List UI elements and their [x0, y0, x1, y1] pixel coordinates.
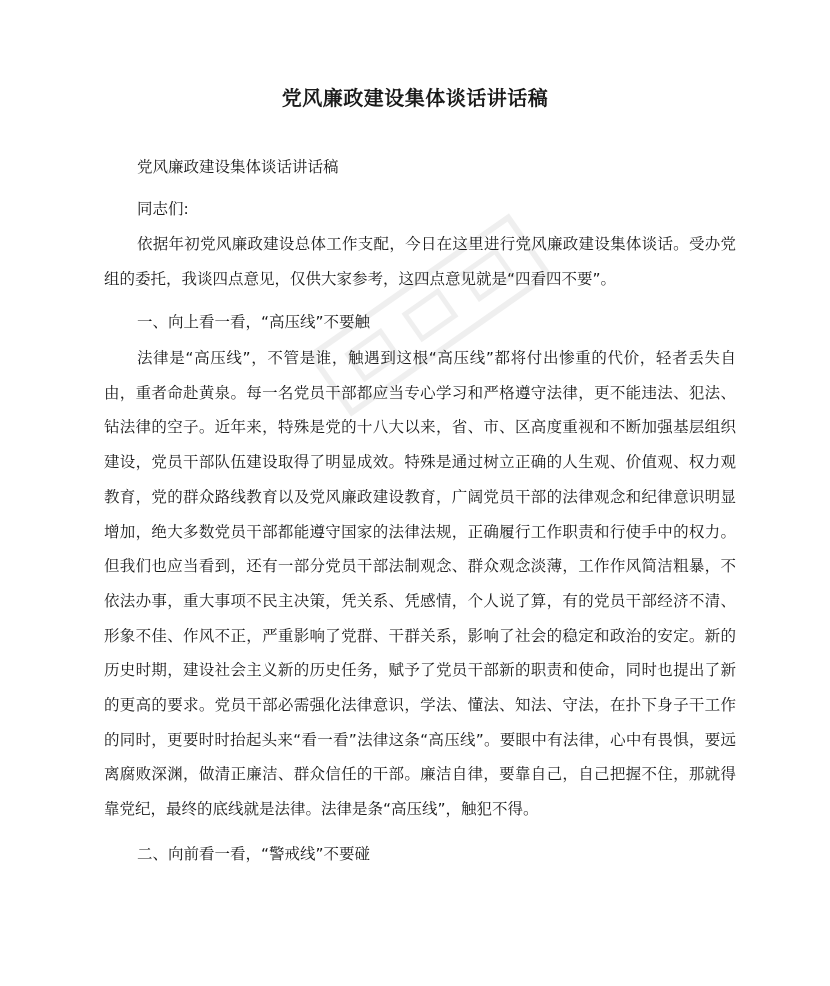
section-1-body: 法律是“高压线”，不管是谁，触遇到这根“高压线”都将付出惨重的代价，轻者丢失自由，重者命赴黄泉。每一名党员干部都应当专心学习和严格遵守法律，更不能违法、犯法、钻法律的空子。近年来，特殊是党的十八大以来，省、市、区高度重视和不断加强基层组织建设，党员干部队伍建设取得了明显成效。特殊是通过树立正确的人生观、价值观、权力观教育，党的群众路线教育以及党风廉政建设教育，广阔党员干部的法律观念和纪律意识明显增加，绝大多数党员干部都能遵守国家的法律法规，正确履行工作职责和行使手中的权力。但我们也应当看到，还有一部分党员干部法制观念、群众观念淡薄，工作作风简洁粗暴，不依法办事，重大事项不民主决策，凭关系、凭感情，个人说了算，有的党员干部经济不清、形象不佳、作风不正，严重影响了党群、干群关系，影响了社会的稳定和政治的安定。新的历史时期，建设社会主义新的历史任务，赋予了党员干部新的职责和使命，同时也提出了新的更高的要求。党员干部必需强化法律意识，学法、懂法、知法、守法，在扑下身子干工作的同时，更要时时抬起头来“看一看”法律这条“高压线”。要眼中有法律，心中有畏惧，要远离腐败深渊，做清正廉洁、群众信任的干部。廉洁自律，要靠自己，自己把握不住，那就得靠党纪，最终的底线就是法律。法律是条“高压线”，触犯不得。	[104, 349, 736, 819]
greeting: 同志们:	[137, 200, 189, 218]
intro-paragraph: 依据年初党风廉政建设总体工作支配，今日在这里进行党风廉政建设集体谈话。受办党组的委托，我谈四点意见，仅供大家参考，这四点意见就是“四看四不要”。	[104, 235, 736, 288]
section-2-heading: 二、向前看一看，“警戒线”不要碰	[137, 845, 371, 863]
document-subtitle: 党风廉政建设集体谈话讲话稿	[137, 158, 339, 176]
document-title: 党风廉政建设集体谈话讲话稿	[281, 86, 549, 110]
section-1-heading: 一、向上看一看，“高压线”不要触	[137, 313, 371, 331]
